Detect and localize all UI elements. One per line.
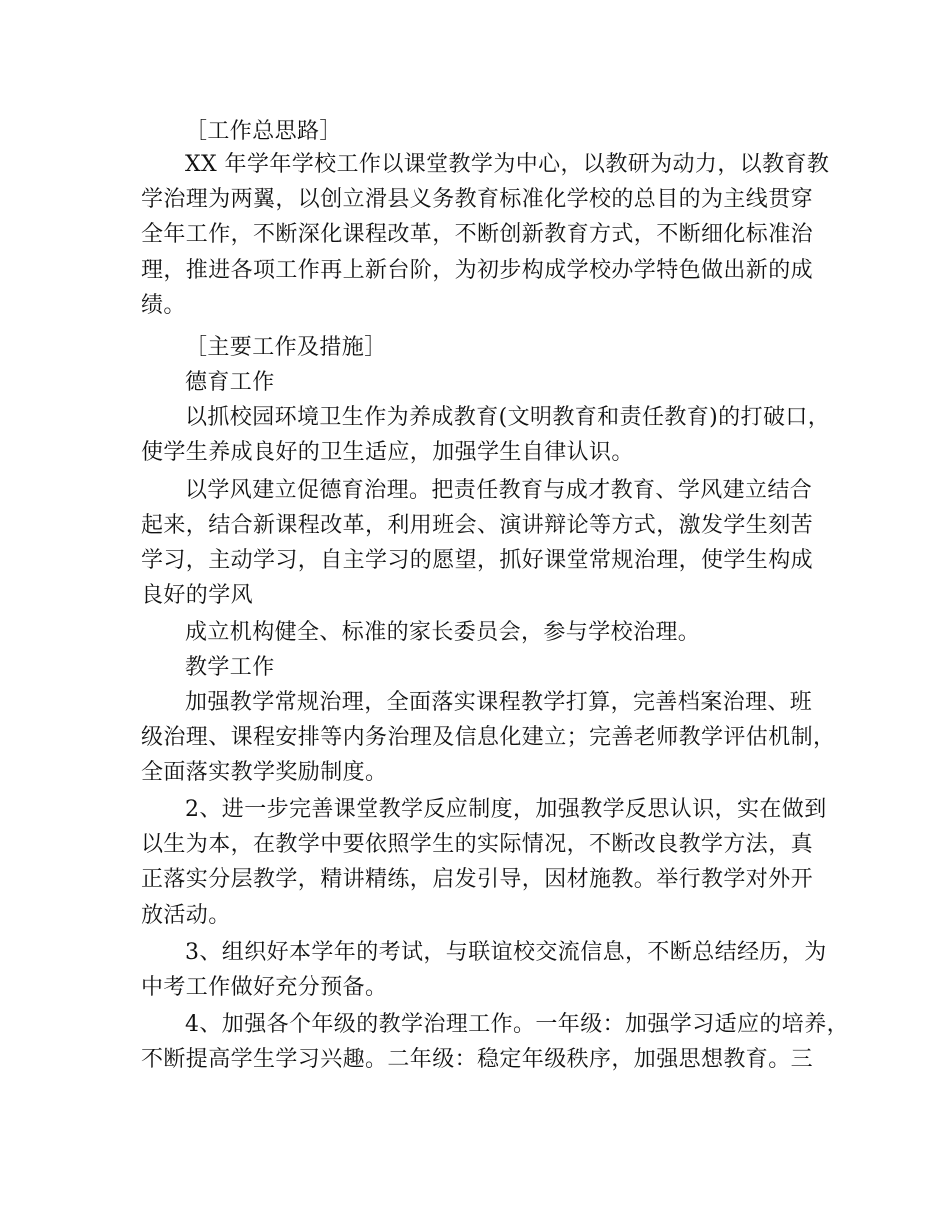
paragraph-line: 理，推进各项工作再上新台阶，为初步构成学校办学特色做出新的成 [141, 258, 814, 283]
paragraph-line: 以抓校园环境卫生作为养成教育(文明教育和责任教育)的打破口， [185, 405, 831, 430]
paragraph-line: 加强教学常规治理，全面落实课程教学打算，完善档案治理、班 [185, 690, 813, 715]
paragraph-line: 起来，结合新课程改革，利用班会、演讲辩论等方式，激发学生刻苦 [141, 513, 814, 538]
heading-general-idea: ［工作总思路］ [185, 119, 342, 144]
paragraph-line: 使学生养成良好的卫生适应，加强学生自律认识。 [141, 440, 634, 465]
paragraph-line: 2、进一步完善课堂教学反应制度，加强教学反思认识，实在做到 [185, 797, 827, 822]
paragraph-line: 级治理、课程安排等内务治理及信息化建立；完善老师教学评估机制， [141, 725, 836, 750]
section-heading-teaching: 教学工作 [185, 655, 275, 680]
paragraph-line: 学治理为两翼，以创立滑县义务教育标准化学校的总目的为主线贯穿 [141, 187, 814, 212]
paragraph-line: 不断提高学生学习兴趣。二年级：稳定年级秩序，加强思想教育。三 [141, 1047, 814, 1072]
paragraph-line: 以学风建立促德育治理。把责任教育与成才教育、学风建立结合 [185, 478, 813, 503]
paragraph-line: 放活动。 [141, 903, 231, 928]
paragraph-line: 正落实分层教学，精讲精练，启发引导，因材施教。举行教学对外开 [141, 867, 814, 892]
paragraph-line: XX 年学年学校工作以课堂教学为中心，以教研为动力，以教育教 [185, 152, 830, 177]
paragraph-line: 良好的学风 [141, 583, 254, 608]
paragraph-line: 以生为本，在教学中要依照学生的实际情况，不断改良教学方法，真 [141, 832, 814, 857]
paragraph-line: 学习，主动学习，自主学习的愿望，抓好课堂常规治理，使学生构成 [141, 548, 814, 573]
paragraph-line: 3、组织好本学年的考试，与联谊校交流信息，不断总结经历，为 [185, 940, 827, 965]
section-heading-moral: 德育工作 [185, 370, 275, 395]
paragraph-line: 绩。 [141, 293, 186, 318]
paragraph-line: 中考工作做好充分预备。 [141, 975, 388, 1000]
paragraph-line: 全年工作，不断深化课程改革，不断创新教育方式，不断细化标准治 [141, 222, 814, 247]
heading-main-work: ［主要工作及措施］ [185, 335, 387, 360]
paragraph-line: 全面落实教学奖励制度。 [141, 760, 388, 785]
paragraph-line: 4、加强各个年级的教学治理工作。一年级：加强学习适应的培养， [185, 1012, 849, 1037]
paragraph-line: 成立机构健全、标准的家长委员会，参与学校治理。 [185, 620, 701, 645]
